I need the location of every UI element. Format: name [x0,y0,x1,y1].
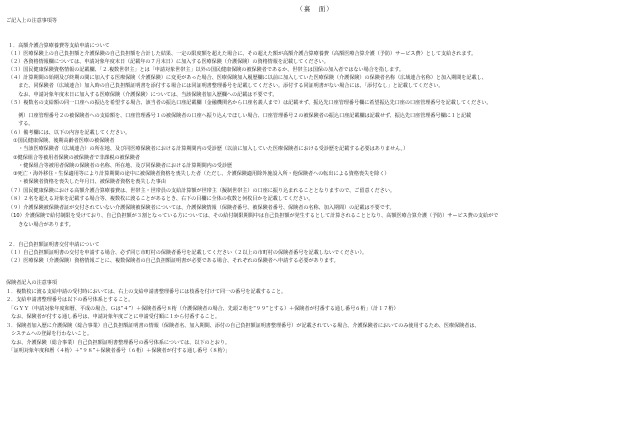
s1-item-8: （８）２名を超える対象を記載する場合等、複数枚に渡ることがあるとき、右下の目欄に全体の枚数と何枚目かを記載してください。 [8,196,314,202]
s1-item-10-cont: きない場合があります。 [8,222,74,228]
s3-item-2-note: なお、保険者が付する通し番号は、申請対象年度ごとに申請受付順に１から付番すること。 [6,314,220,320]
section-2-heading: ２．自己負担額証明書交付申請について [8,242,100,248]
s2-item-2: （２）医療保険（介護保険）資格情報ごとに、複数保険者の自己負担額証明書が必要である場合、それぞれの保険者へ申請する必要があります。 [8,258,339,264]
s3-item-3-cont: システムへの登録を行わないこと。 [6,331,93,337]
s3-item-3-note: なお、介護保険（総合事業）自己負担額証明書整理番号の番号体系については、以下のとおり。 [6,340,231,346]
s1-item-6-sub-2-detail: ・健保組合等被用者保険の保険者の名称、所在地、及び同保険者における計算期間内の受診歴 [8,163,233,169]
s1-item-6-sub-2: ②健保組合等被用者保険の被保険者で非課税の被保険者 [8,155,140,161]
s1-item-6: （６）備考欄には、以下の内容を記載してください。 [8,130,131,136]
s1-item-6-sub-1: ①国民健康保険、後期高齢者医療の被保険者 [8,138,115,144]
s1-item-3: （３）国民健康保険資格情報の記載欄、「２.複数世帯主」とは「申請対象世帯主」以外の国民健康保険の被保険者であるか、世帯主は国保の加入者ではない場合を指します。 [8,67,404,73]
s1-item-6-sub-3: ③死亡・海外移住・生保適用等により計算期間の途中に被保険者資格を喪失した者（ただし、介護保険適用除外施設入所・他保険者への転出による資格喪失を除く） [8,171,390,177]
s1-item-5-example: 例）口座管理番号２の被保険者への支給額を、口座管理番号１の被保険者の口座へ振り込んでほしい場合、口座管理番号２の被保険者の振込口座記載欄は記載せず、振込先口座管理番号欄に１と記載 [8,113,472,119]
s1-item-5-example-cont: する。 [8,121,34,127]
s1-item-9: （９）介護保険被保険者証が交付されていない介護保険被保険者については、介護保険情報（保険者番号、被保険者番号、保険者の名称、加入期間）の記載は不要です。 [8,205,395,211]
section-3-heading: 保険者記入の注意事項 [6,280,57,286]
s3-item-2: ２．支給申請書整理番号は以下の番号体系とすること。 [6,297,134,303]
s1-item-1: （１）医療保険上の自己負担額と介護保険の自己負担額を合計した結果、一定の限度額を超えた場合に、その超えた額が高額介護合算療養費（高額医療合算介護（予防）サービス費）として支給されます。 [8,51,477,57]
s3-item-3-format: 「証明対象年度和暦（４桁）＋“９８”＋保険者番号（６桁）＋保険者が付する通し番号（８桁）」 [6,348,231,354]
s3-item-1: １．複数枚に渡る支給申請の受付時においては、右上の支給申請書整理番号には枝番を付けて同一の番号を記載すること。 [6,289,287,295]
s3-item-3: ３．保険者加入歴に介護保険（総合事業）自己負担額証明書の情報（保険者名、加入期間、添付の自己負担額証明書整理番号）が記載されている場合、介護保険者においてのみ使用するため、医療保険者は、 [6,323,480,329]
page-title: （裏 面） [296,5,334,13]
s1-item-4-cont: また、同保険者（広域連合）加入時の自己負担額証明書を添付する場合には同証明書整理番号を記載してください。添付する同証明書がない場合には、「添付なし」と記載してください。 [8,83,444,89]
s1-item-2: （２）各資格情報欄については、申請対象年度末日（記載年の７月末日）に加入する医療保険（介護保険）の資格情報を記載してください。 [8,59,329,65]
section-1-heading: １．高額介護合算療養費等支給申請について [8,43,110,49]
notes-intro: ご記入上の注意事項等 [6,18,57,24]
s2-item-1: （１）自己負担額証明書の交付を申請する場合、必ず同じ市町村の保険者番号を記載してください（２以上の市町村の保険者番号を記載しないでください）。 [8,250,368,256]
s1-item-6-sub-1-detail: ・当該医療保険者（広域連合）の所在地、及び同医療保険者における計算期間内の受診歴（以前に加入していた医療保険者における受診歴を記載する必要はありません。） [8,146,409,152]
s1-item-6-sub-3-detail: ・被保険者資格を喪失した年月日、被保険者資格を喪失した事由 [8,179,166,185]
s1-item-10: （10）介護保険で給付制限を受けており、自己負担額が３割となっている方については、その給付制限期間中は自己負担額が発生するとして計算されることとなり、高額医療合算介護（予防）サービス費の支給がで [8,213,499,219]
s1-item-5: （５）複数名の支給額の同一口座への振込を希望する場合、該当者の振込口座記載欄（金融機関名から口座名義人まで）は記載せず、振込先口座管理番号欄に希望振込先口座の口座管理番号を記載してください。 [8,100,492,106]
s1-item-7: （７）国民健康保険における高額介護合算療養費は、世帯主・世帯員の支給計算額が世帯主（擬制世帯主）の口座に振り込まれることとなりますので、ご留意ください。 [8,188,396,194]
s3-item-2-format: 「ＧＹＹ（申請対象年度和暦、平成の場合、Ｇは“４”）＋保険者番号８桁（介護保険者の場合、先頭２桁を“９９”とする）＋保険者が付番する通し番号６桁」（計１７桁） [6,306,399,312]
s1-item-4: （４）計算期間の始期及び終期の間に加入する医療保険（介護保険）に変更があった場合、医療保険加入履歴欄に以前に加入していた医療保険（介護保険）の保険者名称（広域連合名称）と加入期間を記載し、 [8,75,487,81]
s1-item-4-note: なお、申請対象年度末日に加入する医療保険（介護保険）については、当該保険者加入歴欄への記載は不要です。 [8,92,278,98]
